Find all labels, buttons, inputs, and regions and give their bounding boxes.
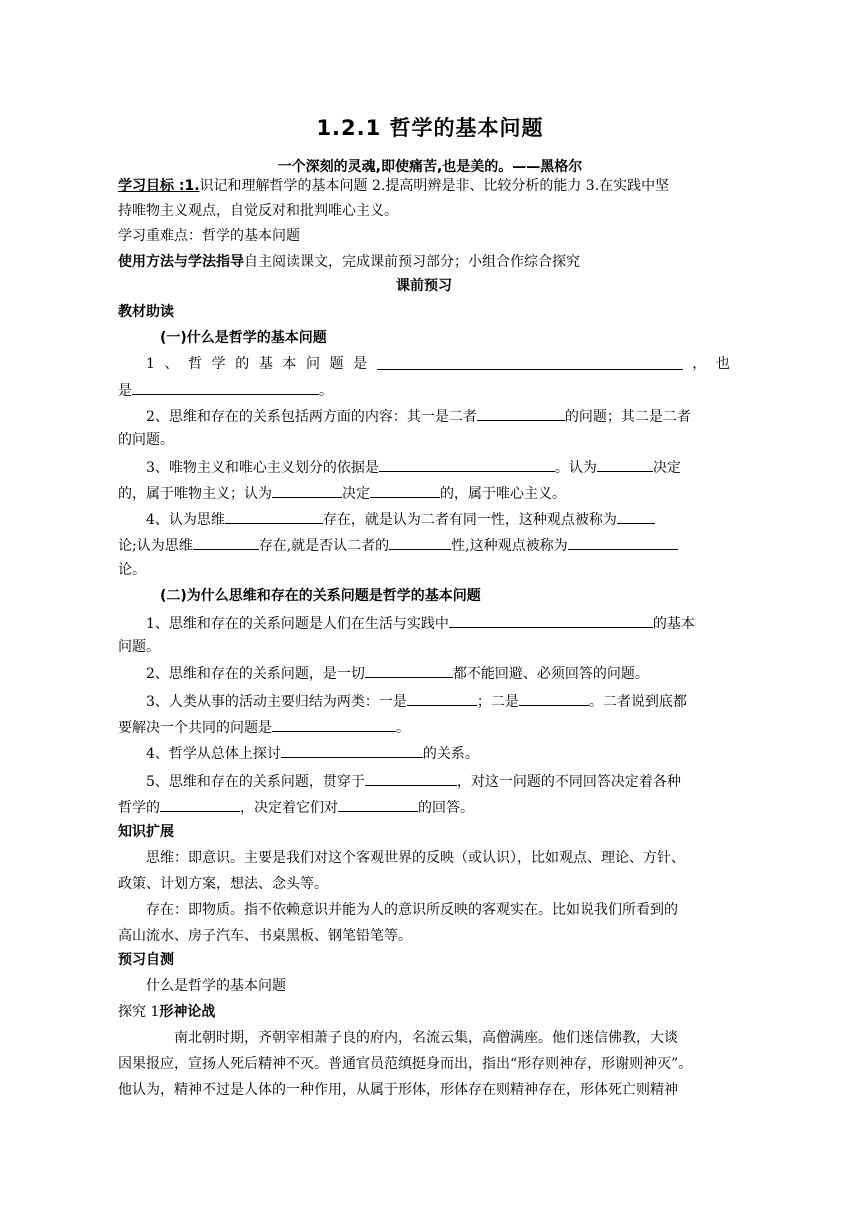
knowledge-p1-line-2: 政策、计划方案，想法、念头等。 <box>118 876 328 892</box>
method-line <box>118 252 730 272</box>
s2-question-5-line-1: 5、思维和存在的关系问题，贯穿于 ，对这一问题的不同回答决定着各种 <box>146 770 730 792</box>
knowledge-p2-line-2: 高山流水、房子汽车、书桌黑板、钢笔铅笔等。 <box>118 928 412 944</box>
knowledge-p2-line-1: 存在：即物质。指不依赖意识并能为人的意识所反映的客观实在。比如说我们所看到的 <box>146 902 678 918</box>
key-points: 学习重难点：哲学的基本问题 <box>118 228 300 244</box>
knowledge-heading: 知识扩展 <box>118 824 174 840</box>
s2-question-3-line-2: 要解决一个共同的问题是 。 <box>118 716 730 738</box>
s1-question-4-line-2: 论;认为思维 存在,就是否认二者的 性,这种观点被称为 <box>118 534 730 556</box>
s2-question-5-line-2: 哲学的 ，决定着它们对 的回答。 <box>118 796 730 818</box>
s2-question-1-line-1: 1、思维和存在的关系问题是人们在生活与实践中 的基本 <box>146 612 730 634</box>
explore-line-2: 因果报应，宣扬人死后精神不灭。普通官员范缜挺身而出，指出“形存则神存，形谢则神灭”。 <box>118 1056 693 1072</box>
blank[interactable] <box>597 456 653 472</box>
explore-line-3: 他认为，精神不过是人体的一种作用，从属于形体，形体存在则精神存在，形体死亡则精神 <box>118 1082 678 1098</box>
s1-question-4-line-1: 4、认为思维 存在，就是认为二者有同一性，这种观点被称为 <box>146 508 730 530</box>
s1-question-2-line-2: 的问题。 <box>118 432 174 448</box>
s2-question-1-line-2: 问题。 <box>118 639 160 655</box>
learning-goal-line-1: 学习目标 :1.识记和理解哲学的基本问题 2.提高明辨是非、比较分析的能力 3.在实践中坚 <box>118 178 670 194</box>
preview-heading: 课前预习 <box>396 278 452 294</box>
blank[interactable] <box>193 534 259 550</box>
s1-question-1-line-1: 1 、 哲 学 的 基 本 问 题 是 ， 也 <box>146 356 730 372</box>
blank[interactable] <box>407 690 477 706</box>
s2-question-3-line-1: 3、人类从事的活动主要归结为两类：一是 ；二是 。二者说到底都 <box>146 690 730 712</box>
blank[interactable] <box>449 612 653 628</box>
learning-goal-label: 学习目标 <box>118 178 174 194</box>
blank[interactable] <box>379 456 555 472</box>
blank[interactable] <box>365 770 457 786</box>
method-text: 自主阅读课文，完成课前预习部分；小组合作综合探究 <box>244 254 580 270</box>
self-test-item: 什么是哲学的基本问题 <box>146 978 286 994</box>
blank[interactable] <box>365 662 453 678</box>
blank[interactable] <box>160 796 240 812</box>
blank[interactable] <box>272 716 396 732</box>
motto: 一个深刻的灵魂,即使痛苦,也是美的。——黑格尔 <box>277 159 583 175</box>
blank[interactable] <box>477 405 565 421</box>
blank[interactable] <box>225 508 323 524</box>
blank[interactable] <box>519 690 589 706</box>
blank[interactable] <box>389 534 451 550</box>
textbook-guide-heading: 教材助读 <box>118 304 174 320</box>
explore-heading <box>118 1002 730 1022</box>
s2-question-4: 4、哲学从总体上探讨 的关系。 <box>146 742 730 764</box>
s1-question-3-line-2: 的，属于唯物主义；认为 决定 的，属于唯心主义。 <box>118 482 730 504</box>
document-title: 1.2.1 哲学的基本问题 <box>316 116 544 140</box>
knowledge-p1-line-1: 思维：即意识。主要是我们对这个客观世界的反映（或认识），比如观点、理论、方针、 <box>146 850 685 866</box>
explore-title: 形神论战 <box>159 1004 216 1020</box>
explore-label: 探究 1 <box>118 1004 160 1020</box>
explore-line-1: 南北朝时期，齐朝宰相萧子良的府内，名流云集，高僧满座。他们迷信佛教，大谈 <box>174 1030 678 1046</box>
blank[interactable] <box>370 482 440 498</box>
blank[interactable] <box>272 482 342 498</box>
method-label: 使用方法与学法指导 <box>118 254 244 270</box>
blank[interactable] <box>377 354 683 370</box>
s1-question-4-line-3: 论。 <box>118 562 146 578</box>
learning-goal-text: 识记和理解哲学的基本问题 2.提高明辨是非、比较分析的能力 3.在实践中坚 <box>199 178 670 194</box>
blank[interactable] <box>338 796 418 812</box>
learning-goal-line-2: 持唯物主义观点，自觉反对和批判唯心主义。 <box>118 203 398 219</box>
section-1-heading: (一)什么是哲学的基本问题 <box>160 330 327 346</box>
blank[interactable] <box>132 379 319 395</box>
s1-question-3-line-1: 3、唯物主义和唯心主义划分的依据是 。认为 决定 <box>146 456 730 478</box>
s1-question-2-line-1: 2、思维和存在的关系包括两方面的内容：其一是二者 的问题；其二是二者 <box>146 405 730 427</box>
blank[interactable] <box>617 508 655 524</box>
s2-question-2: 2、思维和存在的关系问题，是一切 都不能回避、必须回答的问题。 <box>146 662 730 684</box>
s1-question-1-line-2: 是 。 <box>118 379 730 401</box>
self-test-heading: 预习自测 <box>118 952 174 968</box>
section-2-heading: (二)为什么思维和存在的关系问题是哲学的基本问题 <box>160 588 481 604</box>
blank[interactable] <box>281 742 423 758</box>
blank[interactable] <box>568 534 678 550</box>
